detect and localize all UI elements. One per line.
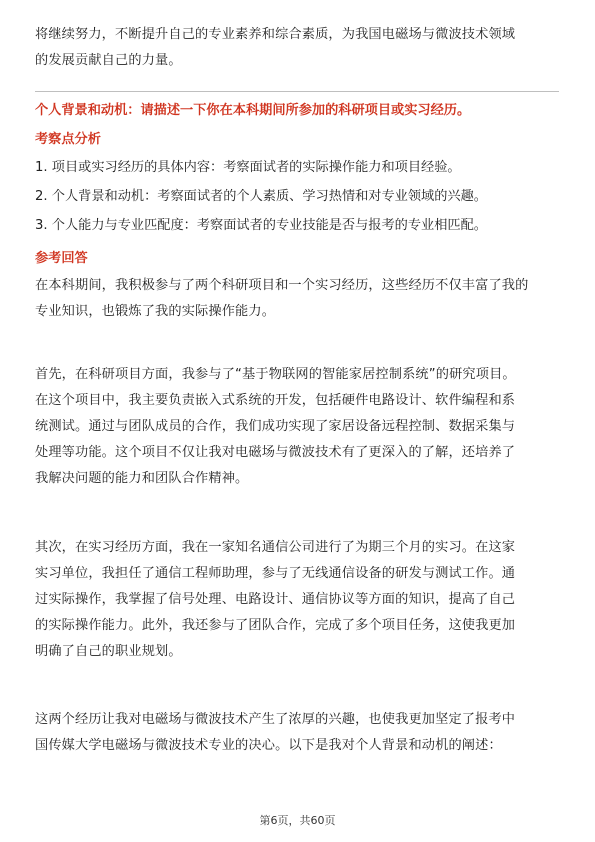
text-line: 其次，在实习经历方面，我在一家知名通信公司进行了为期三个月的实习。在这家 [35,540,516,555]
answer-paragraph [35,535,559,665]
text-line: 这两个经历让我对电磁场与微波技术产生了浓厚的兴趣，也使我更加坚定了报考中 [35,712,516,727]
text-line: 实习单位，我担任了通信工程师助理，参与了无线通信设备的研发与测试工作。通 [35,566,516,581]
text-line: 的发展贡献自己的力量。 [35,53,182,68]
text-line: 首先，在科研项目方面，我参与了“基于物联网的智能家居控制系统”的研究项目。 [35,367,516,382]
analysis-item: 2. 个人背景和动机：考察面试者的个人素质、学习热情和对专业领域的兴趣。 [35,189,487,204]
section-divider [35,91,559,92]
text-line: 在本科期间，我积极参与了两个科研项目和一个实习经历，这些经历不仅丰富了我的 [35,278,529,293]
text-line: 明确了自己的职业规划。 [35,644,182,659]
analysis-item: 3. 个人能力与专业匹配度：考察面试者的专业技能是否与报考的专业相匹配。 [35,218,487,233]
text-line: 国传媒大学电磁场与微波技术专业的决心。以下是我对个人背景和动机的阐述： [35,738,502,753]
text-line: 将继续努力，不断提升自己的专业素养和综合素质，为我国电磁场与微波技术领域 [35,27,516,42]
answer-paragraph [35,273,559,325]
answer-paragraph [35,362,559,492]
text-line: 专业知识，也锻炼了我的实际操作能力。 [35,304,276,319]
text-line: 在这个项目中，我主要负责嵌入式系统的开发，包括硬件电路设计、软件编程和系 [35,393,516,408]
page-number-footer: 第6页，共60页 [259,814,336,827]
analysis-title: 考察点分析 [35,132,101,147]
text-line: 过实际操作，我掌握了信号处理、电路设计、通信协议等方面的知识，提高了自己 [35,592,516,607]
intro-paragraph [35,22,559,74]
text-line: 处理等功能。这个项目不仅让我对电磁场与微波技术有了更深入的了解，还培养了 [35,445,516,460]
question-heading: 个人背景和动机：请描述一下你在本科期间所参加的科研项目或实习经历。 [35,103,471,118]
analysis-item: 1. 项目或实习经历的具体内容：考察面试者的实际操作能力和项目经验。 [35,160,461,175]
text-line: 统测试。通过与团队成员的合作，我们成功实现了家居设备远程控制、数据采集与 [35,419,516,434]
answer-title: 参考回答 [35,251,88,266]
text-line: 我解决问题的能力和团队合作精神。 [35,471,249,486]
text-line: 的实际操作能力。此外，我还参与了团队合作，完成了多个项目任务，这使我更加 [35,618,516,633]
answer-paragraph [35,707,559,759]
